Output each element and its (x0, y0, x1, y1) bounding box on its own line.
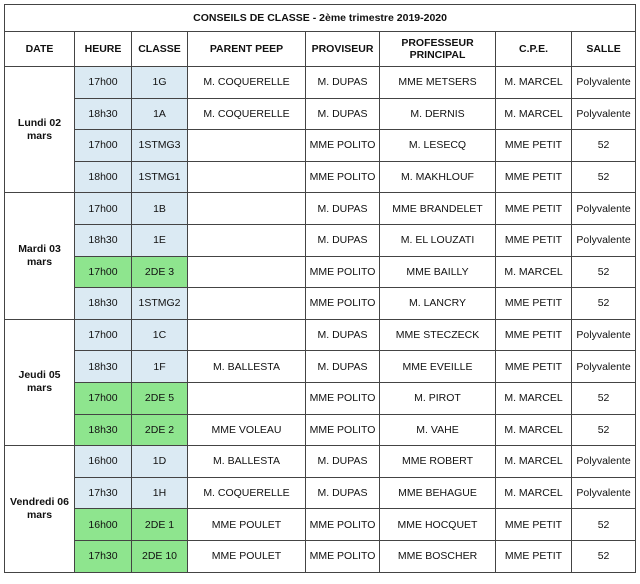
professeur-cell: MME BOSCHER (380, 540, 496, 572)
salle-cell: Polyvalente (572, 477, 636, 509)
professeur-cell: M. VAHE (380, 414, 496, 446)
cpe-cell: M. MARCEL (496, 67, 572, 99)
header-row (5, 32, 636, 67)
parent-cell (188, 256, 306, 288)
proviseur-cell: M. DUPAS (306, 98, 380, 130)
heure-cell: 17h30 (75, 540, 132, 572)
table-row (5, 540, 636, 572)
professeur-cell: M. LESECQ (380, 130, 496, 162)
professeur-cell: MME BAILLY (380, 256, 496, 288)
table-row (5, 319, 636, 351)
classe-cell: 2DE 5 (132, 382, 188, 414)
proviseur-cell: M. DUPAS (306, 193, 380, 225)
heure-cell: 17h00 (75, 193, 132, 225)
heure-cell: 16h00 (75, 509, 132, 541)
cpe-cell: M. MARCEL (496, 98, 572, 130)
salle-cell: Polyvalente (572, 193, 636, 225)
header-salle: SALLE (572, 32, 636, 67)
table-row (5, 446, 636, 478)
professeur-cell: MME BRANDELET (380, 193, 496, 225)
proviseur-cell: M. DUPAS (306, 319, 380, 351)
salle-cell: Polyvalente (572, 351, 636, 383)
header-cpe: C.P.E. (496, 32, 572, 67)
salle-cell: 52 (572, 130, 636, 162)
salle-cell: Polyvalente (572, 319, 636, 351)
table-row (5, 256, 636, 288)
heure-cell: 17h00 (75, 256, 132, 288)
proviseur-cell: MME POLITO (306, 288, 380, 320)
parent-cell (188, 288, 306, 320)
proviseur-cell: MME POLITO (306, 161, 380, 193)
heure-cell: 18h30 (75, 224, 132, 256)
parent-cell: M. BALLESTA (188, 351, 306, 383)
parent-cell: M. COQUERELLE (188, 98, 306, 130)
classe-cell: 2DE 3 (132, 256, 188, 288)
heure-cell: 17h30 (75, 477, 132, 509)
cpe-cell: M. MARCEL (496, 256, 572, 288)
salle-cell: 52 (572, 288, 636, 320)
table-row (5, 130, 636, 162)
professeur-cell: M. MAKHLOUF (380, 161, 496, 193)
parent-cell (188, 224, 306, 256)
table-row (5, 288, 636, 320)
parent-cell (188, 319, 306, 351)
parent-cell (188, 382, 306, 414)
schedule-table (4, 4, 636, 573)
classe-cell: 2DE 2 (132, 414, 188, 446)
professeur-cell: MME BEHAGUE (380, 477, 496, 509)
classe-cell: 1F (132, 351, 188, 383)
date-cell: Lundi 02 mars (5, 67, 75, 193)
header-heure: HEURE (75, 32, 132, 67)
classe-cell: 1C (132, 319, 188, 351)
classe-cell: 1D (132, 446, 188, 478)
proviseur-cell: MME POLITO (306, 540, 380, 572)
date-cell: Vendredi 06 mars (5, 446, 75, 572)
classe-cell: 1H (132, 477, 188, 509)
proviseur-cell: MME POLITO (306, 414, 380, 446)
salle-cell: 52 (572, 161, 636, 193)
parent-cell (188, 193, 306, 225)
header-parent: PARENT PEEP (188, 32, 306, 67)
heure-cell: 18h30 (75, 98, 132, 130)
classe-cell: 2DE 10 (132, 540, 188, 572)
proviseur-cell: MME POLITO (306, 509, 380, 541)
classe-cell: 1E (132, 224, 188, 256)
header-classe: CLASSE (132, 32, 188, 67)
proviseur-cell: M. DUPAS (306, 224, 380, 256)
proviseur-cell: MME POLITO (306, 256, 380, 288)
table-row (5, 509, 636, 541)
heure-cell: 18h30 (75, 351, 132, 383)
parent-cell (188, 130, 306, 162)
parent-cell: M. BALLESTA (188, 446, 306, 478)
parent-cell: M. COQUERELLE (188, 67, 306, 99)
proviseur-cell: M. DUPAS (306, 446, 380, 478)
classe-cell: 2DE 1 (132, 509, 188, 541)
classe-cell: 1A (132, 98, 188, 130)
table-row (5, 161, 636, 193)
cpe-cell: M. MARCEL (496, 382, 572, 414)
parent-cell (188, 161, 306, 193)
salle-cell: 52 (572, 509, 636, 541)
table-row (5, 382, 636, 414)
heure-cell: 17h00 (75, 67, 132, 99)
cpe-cell: MME PETIT (496, 224, 572, 256)
table-row (5, 193, 636, 225)
date-cell: Jeudi 05 mars (5, 319, 75, 445)
classe-cell: 1G (132, 67, 188, 99)
salle-cell: Polyvalente (572, 224, 636, 256)
heure-cell: 17h00 (75, 382, 132, 414)
cpe-cell: MME PETIT (496, 509, 572, 541)
parent-cell: M. COQUERELLE (188, 477, 306, 509)
proviseur-cell: MME POLITO (306, 130, 380, 162)
professeur-cell: M. DERNIS (380, 98, 496, 130)
heure-cell: 18h30 (75, 414, 132, 446)
professeur-cell: MME METSERS (380, 67, 496, 99)
proviseur-cell: M. DUPAS (306, 477, 380, 509)
table-row (5, 477, 636, 509)
heure-cell: 18h00 (75, 161, 132, 193)
classe-cell: 1STMG3 (132, 130, 188, 162)
parent-cell: MME POULET (188, 509, 306, 541)
salle-cell: Polyvalente (572, 67, 636, 99)
header-proviseur: PROVISEUR (306, 32, 380, 67)
heure-cell: 17h00 (75, 319, 132, 351)
table-title: CONSEILS DE CLASSE - 2ème trimestre 2019-2020 (5, 5, 636, 32)
proviseur-cell: M. DUPAS (306, 351, 380, 383)
classe-cell: 1STMG1 (132, 161, 188, 193)
table-row (5, 414, 636, 446)
professeur-cell: M. PIROT (380, 382, 496, 414)
cpe-cell: MME PETIT (496, 130, 572, 162)
cpe-cell: M. MARCEL (496, 477, 572, 509)
parent-cell: MME POULET (188, 540, 306, 572)
professeur-cell: M. EL LOUZATI (380, 224, 496, 256)
table-row (5, 67, 636, 99)
classe-cell: 1STMG2 (132, 288, 188, 320)
cpe-cell: MME PETIT (496, 351, 572, 383)
heure-cell: 16h00 (75, 446, 132, 478)
salle-cell: Polyvalente (572, 98, 636, 130)
table-row (5, 98, 636, 130)
cpe-cell: M. MARCEL (496, 414, 572, 446)
cpe-cell: MME PETIT (496, 319, 572, 351)
schedule-wrapper (4, 4, 636, 573)
heure-cell: 17h00 (75, 130, 132, 162)
professeur-cell: MME EVEILLE (380, 351, 496, 383)
parent-cell: MME VOLEAU (188, 414, 306, 446)
professeur-cell: MME ROBERT (380, 446, 496, 478)
table-row (5, 224, 636, 256)
classe-cell: 1B (132, 193, 188, 225)
salle-cell: 52 (572, 540, 636, 572)
date-cell: Mardi 03 mars (5, 193, 75, 319)
cpe-cell: M. MARCEL (496, 446, 572, 478)
cpe-cell: MME PETIT (496, 193, 572, 225)
cpe-cell: MME PETIT (496, 161, 572, 193)
header-date: DATE (5, 32, 75, 67)
schedule-body (5, 67, 636, 573)
title-row (5, 5, 636, 32)
table-row (5, 351, 636, 383)
proviseur-cell: M. DUPAS (306, 67, 380, 99)
salle-cell: 52 (572, 382, 636, 414)
professeur-cell: MME STECZECK (380, 319, 496, 351)
professeur-cell: M. LANCRY (380, 288, 496, 320)
cpe-cell: MME PETIT (496, 540, 572, 572)
header-professeur: PROFESSEUR PRINCIPAL (380, 32, 496, 67)
proviseur-cell: MME POLITO (306, 382, 380, 414)
salle-cell: 52 (572, 256, 636, 288)
professeur-cell: MME HOCQUET (380, 509, 496, 541)
salle-cell: Polyvalente (572, 446, 636, 478)
salle-cell: 52 (572, 414, 636, 446)
heure-cell: 18h30 (75, 288, 132, 320)
cpe-cell: MME PETIT (496, 288, 572, 320)
